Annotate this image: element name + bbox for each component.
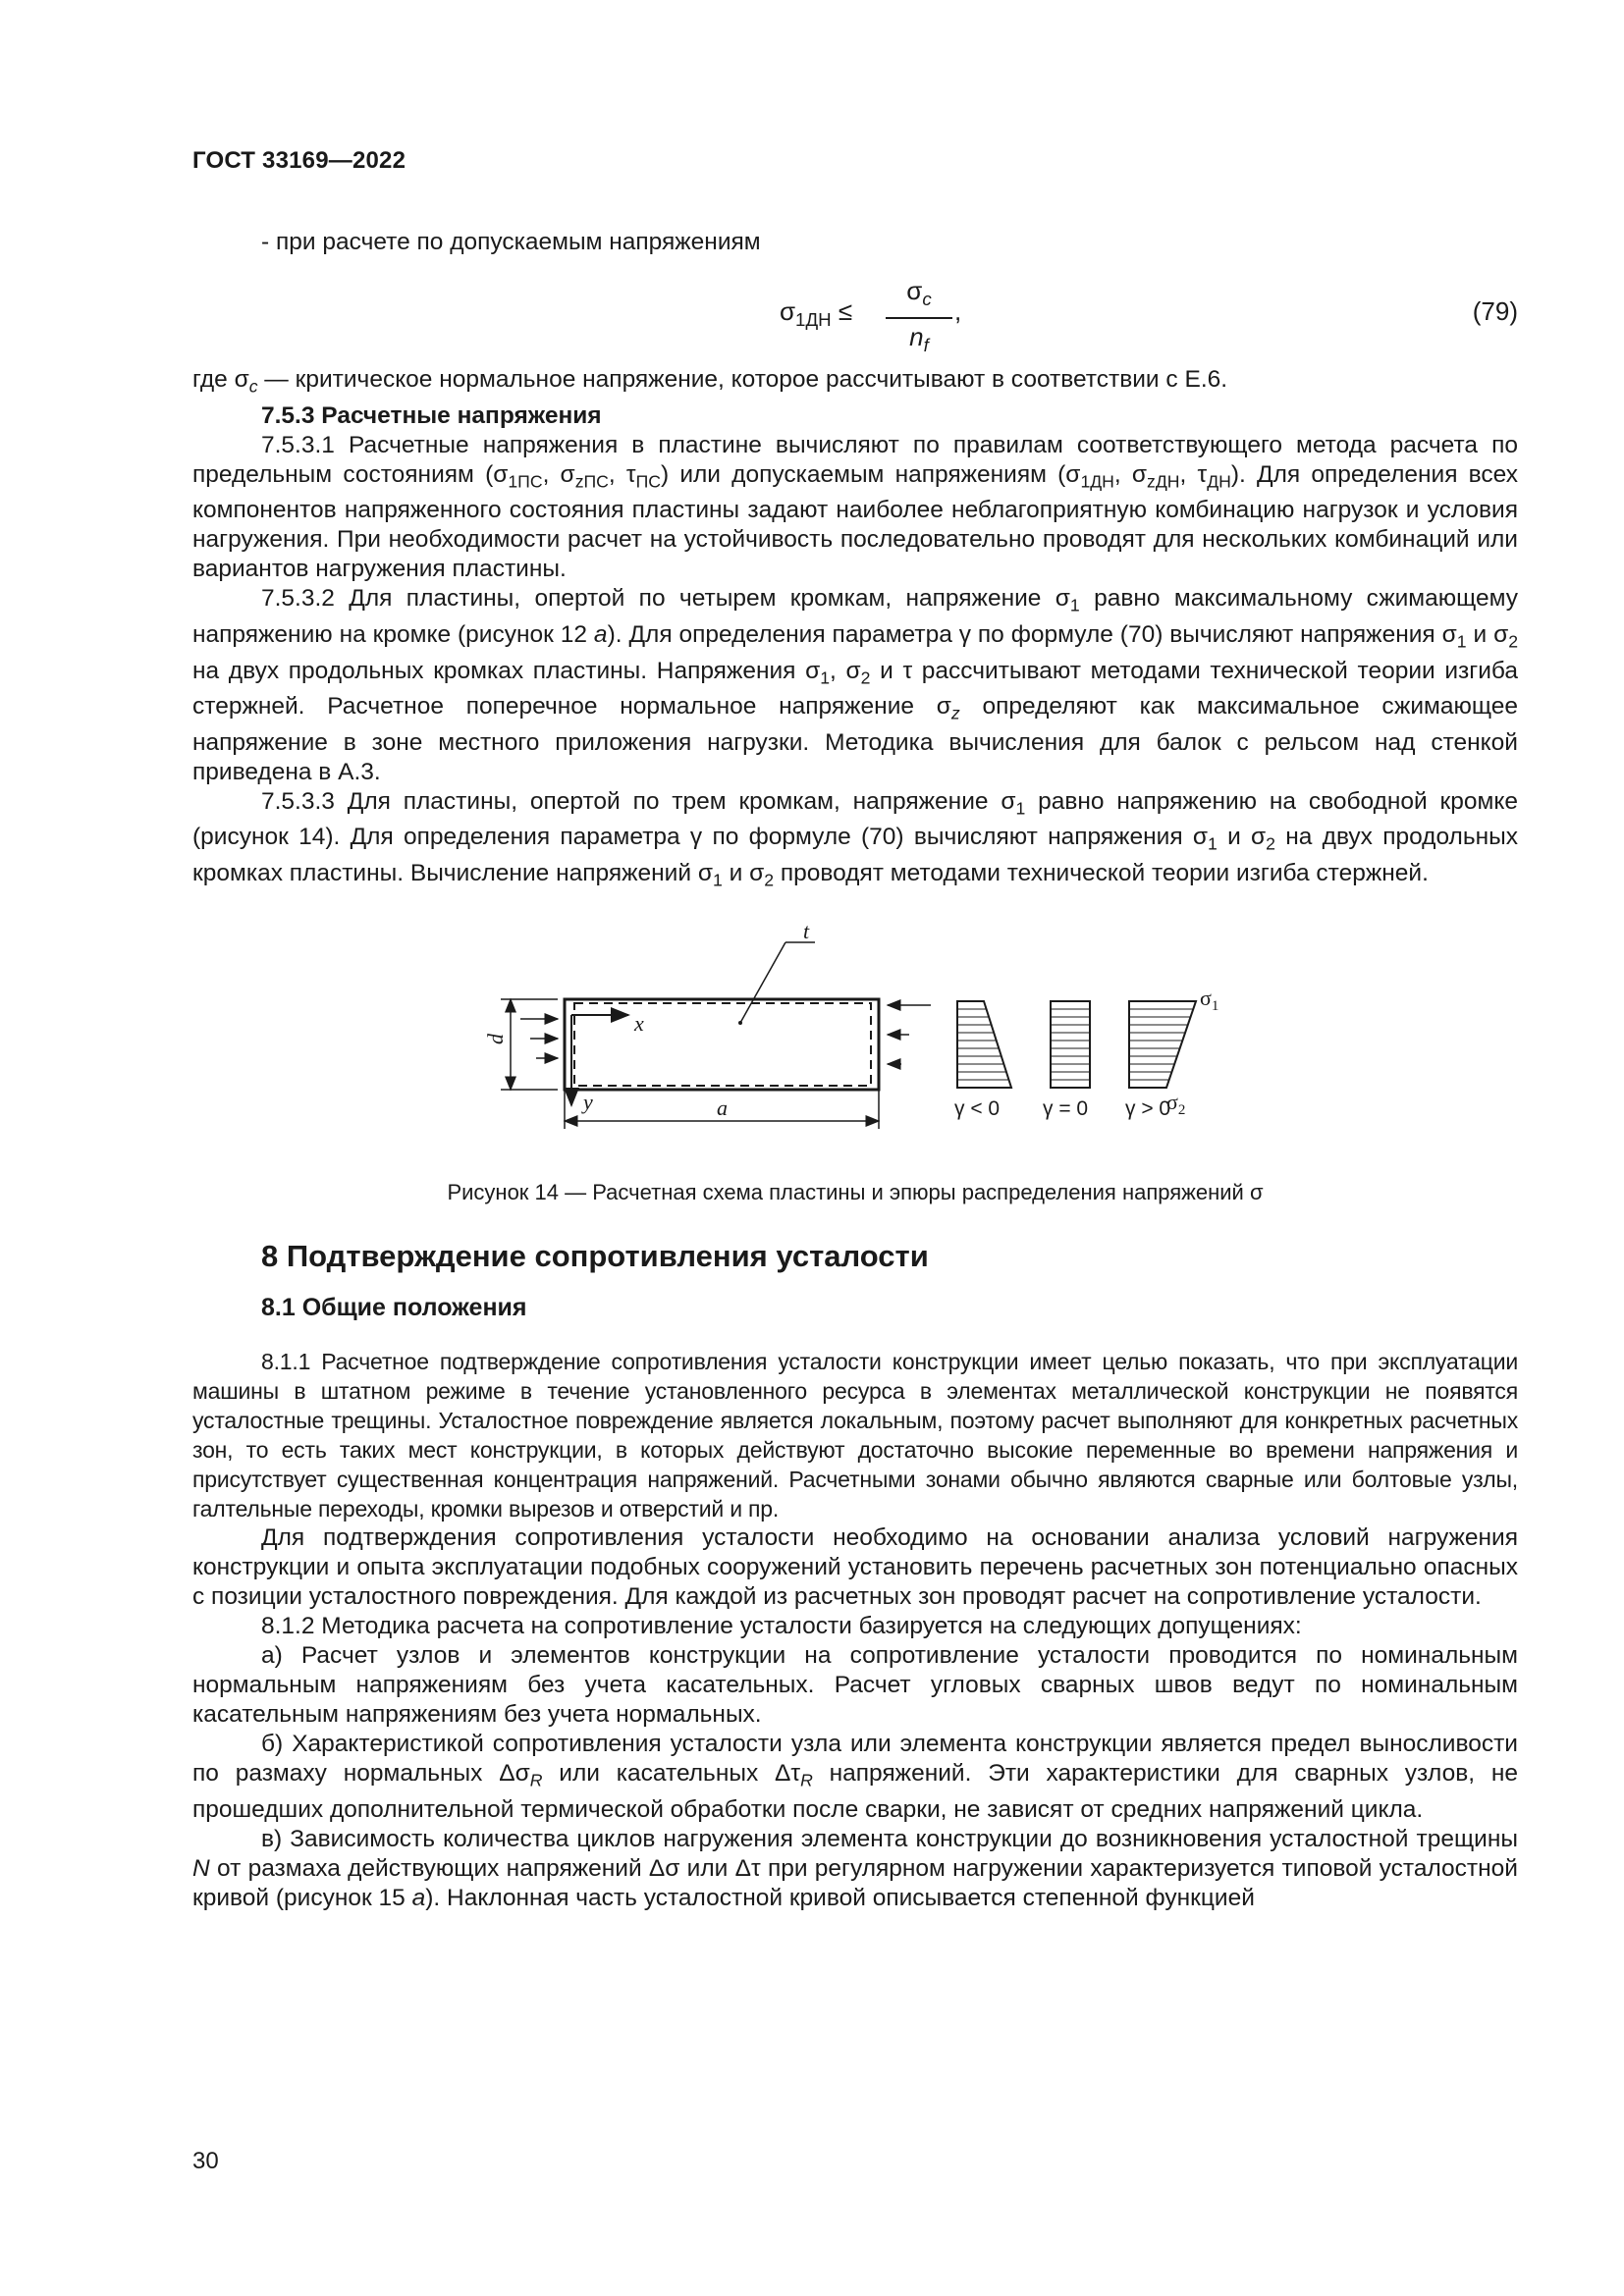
label-sigma1: $\sigma_1$: [1200, 986, 1219, 1014]
figure-14-plate-scheme: [461, 919, 1247, 1139]
label-gamma-negative: γ < 0: [954, 1097, 1001, 1120]
formula-numerator: $\sigma_c$: [906, 276, 932, 309]
page-number: 30: [192, 2148, 219, 2174]
formula-comma: ,: [954, 296, 962, 326]
section-8-1-body: [192, 1347, 1518, 1913]
section-8-1-title: 8.1 Общие положения: [261, 1294, 527, 1321]
section-7-5-3-title: 7.5.3 Расчетные напряжения: [261, 401, 602, 429]
formula-lhs: $\sigma_{1ДН}$ ≤: [780, 296, 853, 330]
figure-14-caption: Рисунок 14 — Расчетная схема пластины и эпюры распределения напряжений σ: [447, 1180, 1264, 1204]
section-7-5-3: [192, 365, 1518, 895]
paragraph-7-5-3-1: 7.5.3.1 Расчетные напряжения в пластине вычисляют по правилам соответствующего метода расчета по предельным состояниям ($\sigma_{1ПС}$, $\sigma_{zПС}$, $\tau_{ПС}$) или допускаемым напряжениям ($\sigma_{1ДН}$, $\sigma_{zДН}$, $\tau_{ДН}$). Для определения всех компонентов напряженного состояния пластины задают наиболее неблагоприятную комбинацию нагрузок и условия нагружения. При необходимости расчет на устойчивость последовательно проводят для нескольких комбинаций или вариантов нагружения пластины.: [192, 431, 1518, 583]
label-y: y: [583, 1090, 593, 1114]
paragraph-8-1-1: 8.1.1 Расчетное подтверждение сопротивления усталости конструкции имеет целью показать, что при эксплуатации машины в штатном режиме в течение установленного ресурса в элементах металлической конструкции не появятся усталостные трещины. Усталостное повреждение является локальным, поэтому расчет выполняют для конкретных расчетных зон, то есть таких мест конструкции, в которых действуют достаточно высокие переменные во времени напряжения и присутствует существенная концентрация напряжений. Расчетными зонами обычно являются сварные или болтовые узлы, галтельные переходы, кромки вырезов и отверстий и пр.: [192, 1349, 1518, 1522]
paragraph-7-5-3-2: 7.5.3.2 Для пластины, опертой по четырем кромкам, напряжение $\sigma_1$ равно максимальному сжимающему напряжению на кромке (рисунок 12 а). Для определения параметра γ по формуле (70) вычисляют напряжения $\sigma_1$ и $\sigma_2$ на двух продольных кромках пластины. Напряжения $\sigma_1$, $\sigma_2$ и τ рассчитывают методами технической теории изгиба стержней. Расчетное поперечное нормальное напряжение $\sigma_z$ определяют как максимальное сжимающее напряжение в зоне местного приложения нагрузки. Методика вычисления для балок с рельсом над стенкой приведена в А.3.: [192, 585, 1519, 785]
stress-diagram-gamma-negative: [957, 1001, 1011, 1088]
label-t: t: [803, 919, 810, 943]
section-8-title: 8 Подтверждение сопротивления усталости: [261, 1239, 929, 1273]
document-header: ГОСТ 33169—2022: [192, 147, 406, 174]
label-x: x: [634, 1011, 644, 1036]
label-gamma-zero: γ = 0: [1043, 1097, 1089, 1120]
paragraph-confirm: Для подтверждения сопротивления усталости необходимо на основании анализа условий нагружения конструкции и опыта эксплуатации подобных сооружений установить перечень расчетных зон потенциально опасных с позиции усталостного повреждения. Для каждой из расчетных зон проводят расчет на сопротивление усталости.: [192, 1524, 1518, 1610]
label-gamma-positive: γ > 0: [1125, 1097, 1171, 1120]
paragraph-a: а) Расчет узлов и элементов конструкции на сопротивление усталости проводится по номинальным нормальным напряжениям без учета касательных. Расчет угловых сварных швов ведут по номинальным касательным напряжениям без учета нормальных.: [192, 1642, 1518, 1728]
allowable-stress-line: - при расчете по допускаемым напряжениям: [261, 229, 761, 255]
stress-diagram-gamma-zero: [1051, 1001, 1090, 1088]
paragraph-8-1-2: 8.1.2 Методика расчета на сопротивление усталости базируется на следующих допущениях:: [261, 1613, 1302, 1639]
intro-block: [192, 228, 1518, 257]
paragraph-b: б) Характеристикой сопротивления усталости узла или элемента конструкции является предел выносливости по размаху нормальных $\Delta\sigma_R$ или касательных $\Delta\tau_R$ напряжений. Эти характеристики для сварных узлов, не прошедших дополнительной термической обработки после сварки, не зависят от средних напряжений цикла.: [192, 1731, 1519, 1823]
label-d: d: [483, 1034, 508, 1044]
formula-fraction: [886, 275, 952, 361]
stress-diagram-gamma-positive: [1129, 1001, 1196, 1088]
label-a: a: [717, 1095, 728, 1120]
formula-79: [192, 275, 1518, 353]
where-clause: где $\sigma_c$ — критическое нормальное напряжение, которое рассчитывают в соответствии с Е.6.: [192, 366, 1228, 397]
fraction-bar: [886, 317, 952, 319]
plate-outline: [565, 999, 879, 1090]
formula-denominator: $n_f$: [909, 321, 929, 355]
label-sigma2: $\sigma_2$: [1166, 1090, 1186, 1118]
equation-number: (79): [1472, 296, 1518, 326]
paragraph-7-5-3-3: 7.5.3.3 Для пластины, опертой по трем кромкам, напряжение $\sigma_1$ равно напряжению на свободной кромке (рисунок 14). Для определения параметра γ по формуле (70) вычисляют напряжения $\sigma_1$ и $\sigma_2$ на двух продольных кромках пластины. Вычисление напряжений $\sigma_1$ и $\sigma_2$ проводят методами технической теории изгиба стержней.: [192, 787, 1519, 890]
paragraph-v: в) Зависимость количества циклов нагружения элемента конструкции до возникновения усталостной трещины N от размаха действующих напряжений Δσ или Δτ при регулярном нагружении характеризуется типовой усталостной кривой (рисунок 15 а). Наклонная часть усталостной кривой описывается степенной функцией: [192, 1825, 1518, 1911]
